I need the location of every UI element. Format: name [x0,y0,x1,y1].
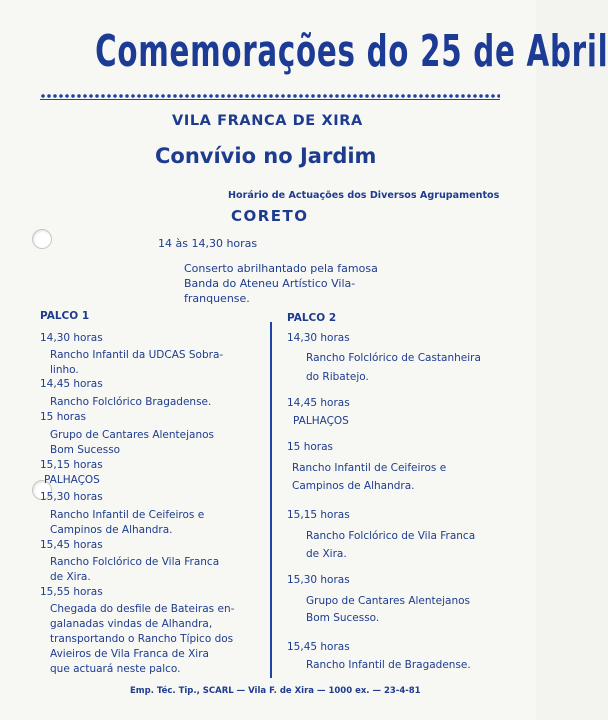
entry-act-cont: Campinos de Alhandra. [292,480,415,492]
entry-act: Rancho Folclórico Bragadense. [50,396,212,408]
entry-act-cont: do Ribatejo. [306,371,369,383]
entry-act-cont: Campinos de Alhandra. [50,524,173,536]
entry-time: 15,15 horas [40,459,103,471]
palco1-entry [40,377,211,410]
coreto-performance: Conserto abrilhantado pela famosa Banda do Ateneu Artístico Vila-franquense. [184,262,378,305]
palco1-entry [40,410,214,458]
entry-time: 15,45 horas [40,539,103,551]
entry-act-cont: de Xira. [50,571,91,583]
entry-act-cont: Bom Sucesso [50,444,121,456]
entry-act: Grupo de Cantares Alentejanos [50,429,215,441]
punch-hole-top [32,229,52,249]
entry-time: 14,30 horas [40,332,103,344]
entry-act: Rancho Infantil de Bragadense. [306,659,471,671]
entry-act: Rancho Infantil de Ceifeiros e [292,462,447,474]
palco1-entry [40,490,204,538]
entry-time: 15,45 horas [287,641,350,653]
entry-act-cont: transportando o Rancho Típico dos [50,633,234,645]
entry-time: 15 horas [287,441,333,453]
entry-time: 15,15 horas [287,509,350,521]
palco1-entry [40,538,219,585]
entry-time: 14,45 horas [287,397,350,409]
palco1-title: PALCO 1 [40,310,90,322]
palco2-title: PALCO 2 [287,312,337,324]
entry-act-cont: que actuará neste palco. [50,663,181,675]
entry-act: Rancho Folclórico de Castanheira [306,352,481,364]
entry-act: Rancho Infantil da UDCAS Sobra- [50,349,224,361]
entry-act-cont: de Xira. [306,548,347,560]
headline: Comemorações do 25 de Abril [95,26,608,77]
palco1-entry [40,458,103,488]
entry-act-cont: Avieiros de Vila Franca de Xira [50,648,209,660]
entry-time: 15,55 horas [40,586,103,598]
palco2-entry [287,508,475,562]
entry-act: Grupo de Cantares Alentejanos [306,595,471,607]
entry-act: Rancho Infantil de Ceifeiros e [50,509,205,521]
printer-footer: Emp. Téc. Tip., SCARL — Vila F. de Xira — 1000 ex. — 23-4-81 [130,686,421,696]
palco2-entry [287,573,470,626]
coreto-time: 14 às 14,30 horas [158,237,258,250]
entry-time: 14,45 horas [40,378,103,390]
entry-act: Rancho Folclórico de Vila Franca [306,530,476,542]
palco2-entry [287,396,350,429]
entry-time: 15,30 horas [40,491,103,503]
entry-time: 15,30 horas [287,574,350,586]
city-title: VILA FRANCA DE XIRA [172,113,363,129]
column-divider [270,322,272,678]
ornamental-rule [40,92,500,100]
entry-act: PALHAÇOS [293,415,349,427]
entry-act: Rancho Folclórico de Vila Franca [50,556,220,568]
entry-time: 14,30 horas [287,332,350,344]
entry-act-cont: linho. [50,364,79,376]
event-subtitle: Convívio no Jardim [155,144,377,168]
schedule-heading: Horário de Actuações dos Diversos Agrupamentos [228,190,500,201]
coreto-title: CORETO [231,207,309,225]
entry-act: Chegada do desfile de Bateiras en- [50,603,235,615]
entry-act: PALHAÇOS [44,474,100,486]
palco2-entry [287,440,446,494]
entry-act-cont: Bom Sucesso. [306,612,380,624]
palco2-entry [287,331,481,385]
palco1-entry [40,585,234,677]
palco1-entry [40,331,223,378]
entry-time: 15 horas [40,411,86,423]
palco2-entry [287,640,471,673]
entry-act-cont: galanadas vindas de Alhandra, [50,618,213,630]
